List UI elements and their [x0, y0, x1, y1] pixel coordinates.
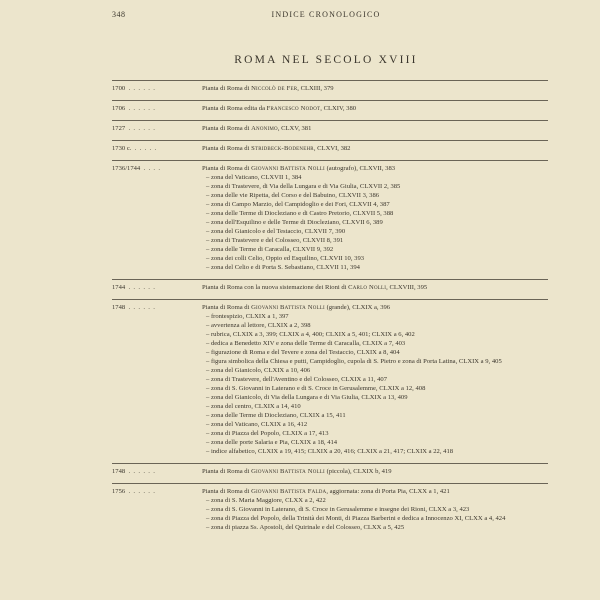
entry-reference: , CLXVI, 382 [313, 145, 351, 152]
entry-row [112, 283, 548, 292]
entry-main-line [202, 283, 548, 292]
entry-body [202, 164, 548, 272]
sub-entry: – zona del Vaticano, CLXVII 1, 384 [206, 174, 302, 181]
sub-entry: – figurazione di Roma e del Tevere e zona del Testaccio, CLXIX a 8, 404 [206, 349, 400, 356]
sub-entry: – zona di Campo Marzio, del Campidoglio e dei Fori, CLXVII 4, 387 [206, 201, 390, 208]
entry-text: Pianta di Roma di [202, 165, 252, 172]
entry-body [202, 144, 548, 153]
sub-entry: – dedica a Benedetto XIV e zona delle Terme di Caracalla, CLXIX a 7, 403 [206, 340, 406, 347]
entry [112, 100, 548, 113]
entry-text: Pianta di Roma di [202, 304, 252, 311]
entry-row [112, 84, 548, 93]
sub-entry: – zona del Gianicolo e del Testaccio, CLXVII 7, 390 [206, 228, 346, 235]
sub-entry: – zona del Gianicolo, CLXIX a 10, 406 [206, 367, 311, 374]
entry [112, 463, 548, 476]
entry-author: Niccolò de Fer [251, 85, 298, 92]
entry-row [112, 104, 548, 113]
sub-entry: – zona dei colli Celio, Oppio ed Esquilino, CLXVII 10, 393 [206, 255, 365, 262]
entry-date: 1744 . . . . . . [112, 284, 155, 291]
sub-entry: – zona di S. Giovanni in Laterano, di S. Croce in Gerusalemme e insegne dei Rioni, CLXX a 3, 423 [206, 506, 470, 513]
entry [112, 120, 548, 133]
entry-text: Pianta di Roma di [202, 125, 252, 132]
sub-entry: – zona di Piazza del Popolo, della Trinità dei Monti, di Piazza Barberini e dedica a Innocenzo XI, CLXX a 4, 424 [206, 515, 506, 522]
entry-date: 1748 . . . . . . [112, 304, 155, 311]
sub-entry: – zona di piazza Ss. Apostoli, del Quirinale e del Colosseo, CLXX a 5, 425 [206, 524, 405, 531]
entry-body [202, 487, 548, 532]
entry-row [112, 487, 548, 532]
entry-main-line [202, 124, 548, 133]
entry-author: Francesco Nodot [266, 105, 321, 112]
entry [112, 140, 548, 153]
entry-author: Carlo Nolli [348, 284, 387, 291]
entry-date: 1730 c. . . . . . [112, 145, 157, 152]
entry-text: Pianta di Roma con la nuova sistemazione dei Rioni di [202, 284, 349, 291]
entry-body [202, 104, 548, 113]
entry-text: Pianta di Roma di [202, 85, 252, 92]
entry-main-line [202, 303, 548, 312]
sub-entry: – zona di S. Giovanni in Laterano e di S. Croce in Gerusalemme, CLXIX a 12, 408 [206, 385, 426, 392]
entry-row [112, 144, 548, 153]
entry-body [202, 124, 548, 133]
entry-text: Pianta di Roma di [202, 488, 252, 495]
entry-text: Pianta di Roma edita da [202, 105, 267, 112]
entry [112, 483, 548, 532]
entry [112, 299, 548, 456]
entries-list [112, 80, 548, 539]
entry-date: 1706 . . . . . . [112, 105, 155, 112]
entry [112, 279, 548, 292]
entry-reference: (grande), CLXIX a, 396 [324, 304, 391, 311]
entry-reference: , CLXIV, 380 [320, 105, 357, 112]
sub-entry: – zona del Vaticano, CLXIX a 16, 412 [206, 421, 308, 428]
sub-entry: – zona dell'Esquilino e delle Terme di Diocleziano, CLXVII 6, 389 [206, 219, 383, 226]
entry-reference: , CLXVIII, 395 [386, 284, 428, 291]
sub-entry: – zona di Piazza del Popolo, CLXIX a 17, 413 [206, 430, 329, 437]
entry-reference: (autografo), CLXVII, 383 [324, 165, 396, 172]
entry-date: 1727 . . . . . . [112, 125, 155, 132]
entry-date: 1700 . . . . . . [112, 85, 155, 92]
sub-entry: – zona delle Terme di Caracalla, CLXVII 9, 392 [206, 246, 334, 253]
entry-body [202, 467, 548, 476]
entry-date: 1748 . . . . . . [112, 468, 155, 475]
entry-date: 1736/1744 . . . . [112, 165, 160, 172]
sub-entry: – zona di Trastevere, dell'Aventino e del Colosseo, CLXIX a 11, 407 [206, 376, 388, 383]
sub-entry: – zona del Celio e di Porta S. Sebastiano, CLXVII 11, 394 [206, 264, 360, 271]
entry-row [112, 467, 548, 476]
section-title: ROMA NEL SECOLO XVIII [234, 54, 418, 66]
sub-entry: – zona di S. Maria Maggiore, CLXX a 2, 422 [206, 497, 326, 504]
entry [112, 80, 548, 93]
sub-entry: – zona di Trastevere, di Via della Lungara e di Via Giulia, CLXVII 2, 385 [206, 183, 401, 190]
sub-entry: – frontespizio, CLXIX a 1, 397 [206, 313, 289, 320]
entry-main-line [202, 164, 548, 173]
entry-reference: (piccola), CLXIX b, 419 [324, 468, 392, 475]
entry-row [112, 124, 548, 133]
sub-entry: – zona delle vie Ripetta, del Corso e del Babuino, CLXVII 3, 386 [206, 192, 380, 199]
sub-entry: – figura simbolica della Chiesa e putti, Campidoglio, cupola di S. Pietro e zona di Porta Latina, CLXIX a 9, 405 [206, 358, 502, 365]
entry-author: Giovanni Battista Falda [251, 488, 327, 495]
entry-body [202, 84, 548, 93]
entry-text: Pianta di Roma di [202, 468, 252, 475]
entry-reference: , CLXV, 381 [277, 125, 312, 132]
entry-main-line [202, 487, 548, 496]
entry-author: Giovanni Battista Nolli [251, 165, 325, 172]
running-title: INDICE CRONOLOGICO [271, 10, 381, 19]
entry-body [202, 283, 548, 292]
sub-entry: – zona delle Terme di Diocleziano e di Castro Pretorio, CLXVII 5, 388 [206, 210, 394, 217]
entry-row [112, 303, 548, 456]
sub-entry: – avvertenza al lettore, CLXIX a 2, 398 [206, 322, 311, 329]
entry-author: Anonimo [251, 125, 278, 132]
entry-body [202, 303, 548, 456]
entry-main-line [202, 84, 548, 93]
entry-author: Giovanni Battista Nolli [251, 468, 325, 475]
sub-entry: – indice alfabetico, CLXIX a 19, 415; CLXIX a 20, 416; CLXIX a 21, 417; CLXIX a 22, 418 [206, 448, 454, 455]
entry-row [112, 164, 548, 272]
entry-author: Stridbeck-Bodenehr [251, 145, 314, 152]
sub-entry: – zona del centro, CLXIX a 14, 410 [206, 403, 301, 410]
entry [112, 160, 548, 272]
entry-reference: , CLXIII, 379 [297, 85, 334, 92]
sub-entry: – zona delle porte Salaria e Pia, CLXIX a 18, 414 [206, 439, 338, 446]
entry-main-line [202, 467, 548, 476]
entry-author: Giovanni Battista Nolli [251, 304, 325, 311]
sub-entry: – zona del Gianicolo, di Via della Lungara e di Via Giulia, CLXIX a 13, 409 [206, 394, 408, 401]
sub-entry: – zona di Trastevere e del Colosseo, CLXVII 8, 391 [206, 237, 344, 244]
entry-reference: , aggiornata: zona di Porta Pia, CLXX a 1, 421 [326, 488, 450, 495]
entry-main-line [202, 144, 548, 153]
entry-date: 1756 . . . . . . [112, 488, 155, 495]
entry-main-line [202, 104, 548, 113]
entry-text: Pianta di Roma di [202, 145, 252, 152]
sub-entry: – zona delle Terme di Diocleziano, CLXIX a 15, 411 [206, 412, 346, 419]
sub-entry: – rubrica, CLXIX a 3, 399; CLXIX a 4, 400; CLXIX a 5, 401; CLXIX a 6, 402 [206, 331, 415, 338]
page-number: 348 [112, 10, 126, 19]
